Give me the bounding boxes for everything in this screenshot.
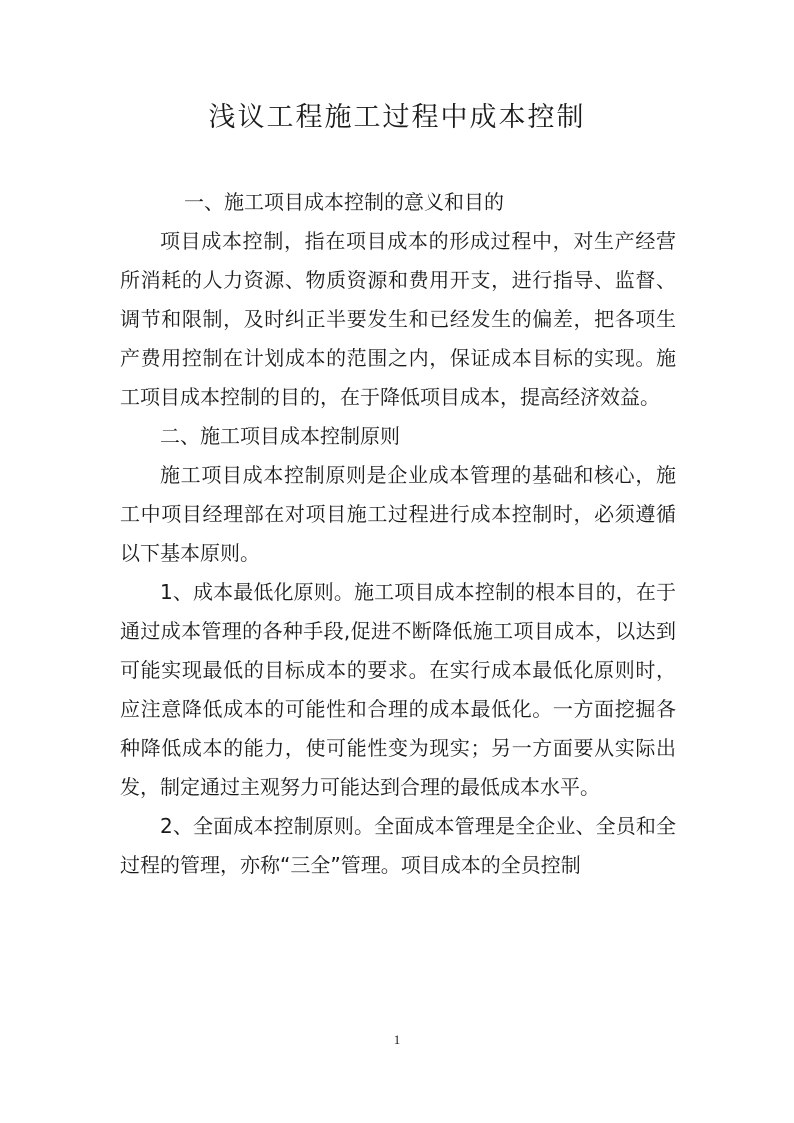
paragraph-principles-intro: 施工项目成本控制原则是企业成本管理的基础和核心，施工中项目经理部在对项目施工过程进行成本控制时，必须遵循以下基本原则。	[120, 463, 676, 565]
paragraph-principle-minimization: 1、成本最低化原则。施工项目成本控制的根本目的，在于通过成本管理的各种手段,促进不断降低施工项目成本，以达到可能实现最低的目标成本的要求。在实行成本最低化原则时，应注意降低成本的可能性和合理的成本最低化。一方面挖掘各种降低成本的能力，使可能性变为现实；另一方面要从实际出发，制定通过主观努力可能达到合理的最低成本水平。	[120, 580, 676, 799]
paragraph-principle-comprehensive: 2、全面成本控制原则。全面成本管理是全企业、全员和全过程的管理，亦称“三全”管理。项目成本的全员控制	[120, 814, 676, 877]
document-body	[120, 183, 676, 885]
section-heading-1: 一、施工项目成本控制的意义和目的	[184, 190, 504, 214]
page-number: 1	[393, 1032, 401, 1047]
document-title: 浅议工程施工过程中成本控制	[208, 102, 586, 133]
section-heading-2: 二、施工项目成本控制原则	[160, 424, 400, 448]
paragraph-cost-control-definition: 项目成本控制，指在项目成本的形成过程中，对生产经营所消耗的人力资源、物质资源和费用开支，进行指导、监督、调节和限制，及时纠正半要发生和已经发生的偏差，把各项生产费用控制在计划成本的范围之内，保证成本目标的实现。施工项目成本控制的目的，在于降低项目成本，提高经济效益。	[120, 229, 676, 409]
